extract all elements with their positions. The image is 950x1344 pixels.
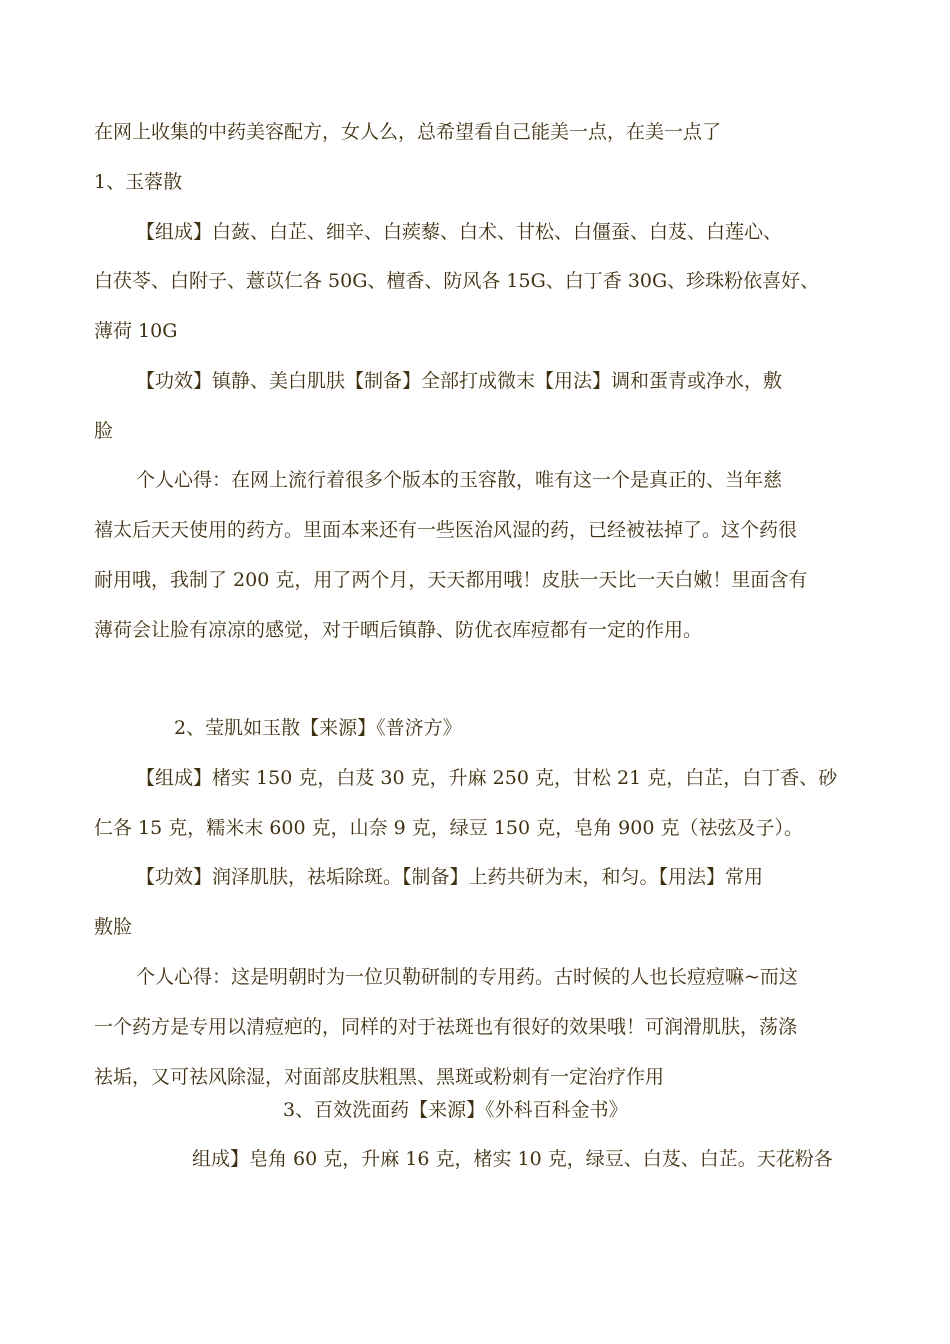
section-2-composition-line-1: 【组成】楮实 150 克，白芨 30 克，升麻 250 克，甘松 21 克，白芷，白丁香、砂	[136, 767, 838, 789]
section-2-effect-line-2: 敷脸	[94, 916, 133, 938]
intro-text: 在网上收集的中药美容配方，女人么，总希望看自己能美一点，在美一点了	[94, 121, 722, 143]
section-1-effect-line-1: 【功效】镇静、美白肌肤【制备】全部打成微末【用法】调和蛋青或净水，敷	[136, 370, 783, 392]
section-1-title: 1、玉蓉散	[94, 171, 183, 193]
section-2-notes-line-2: 一个药方是专用以清痘疤的，同样的对于祛斑也有很好的效果哦！可润滑肌肤，荡涤	[94, 1016, 798, 1038]
section-1-composition-line-1: 【组成】白蔹、白芷、细辛、白蒺藜、白术、甘松、白僵蚕、白芨、白莲心、	[136, 221, 783, 243]
section-1-notes-line-2: 禧太后天天使用的药方。里面本来还有一些医治风湿的药，已经被祛掉了。这个药很	[94, 519, 798, 541]
section-2-notes-line-3: 祛垢，又可祛风除湿，对面部皮肤粗黑、黑斑或粉刺有一定治疗作用	[94, 1066, 665, 1088]
section-1-composition-line-3: 薄荷 10G	[94, 320, 178, 342]
section-1-notes-line-4: 薄荷会让脸有凉凉的感觉，对于晒后镇静、防优衣库痘都有一定的作用。	[94, 619, 703, 641]
section-1-notes-line-3: 耐用哦，我制了 200 克，用了两个月，天天都用哦！皮肤一天比一天白嫩！里面含有	[94, 569, 808, 591]
section-2-notes-line-1: 个人心得：这是明朝时为一位贝勒研制的专用药。古时候的人也长痘痘嘛~而这	[136, 966, 798, 988]
section-1-effect-line-2: 脸	[94, 420, 114, 442]
section-3-title: 3、百效洗面药【来源】《外科百科金书》	[283, 1099, 628, 1121]
section-2-effect-line-1: 【功效】润泽肌肤，祛垢除斑。【制备】上药共研为末，和匀。【用法】常用	[136, 866, 764, 888]
section-3-composition-line-1: 组成】皂角 60 克，升麻 16 克，楮实 10 克，绿豆、白芨、白芷。天花粉各	[192, 1148, 833, 1170]
section-2-composition-line-2: 仁各 15 克，糯米末 600 克，山奈 9 克，绿豆 150 克，皂角 900 克（祛弦及子）。	[94, 817, 803, 839]
section-1-composition-line-2: 白茯苓、白附子、薏苡仁各 50G、檀香、防风各 15G、白丁香 30G、珍珠粉依喜好、	[94, 270, 820, 292]
section-1-notes-line-1: 个人心得：在网上流行着很多个版本的玉容散，唯有这一个是真正的、当年慈	[136, 469, 783, 491]
section-2-title: 2、莹肌如玉散【来源】《普济方》	[174, 717, 462, 739]
